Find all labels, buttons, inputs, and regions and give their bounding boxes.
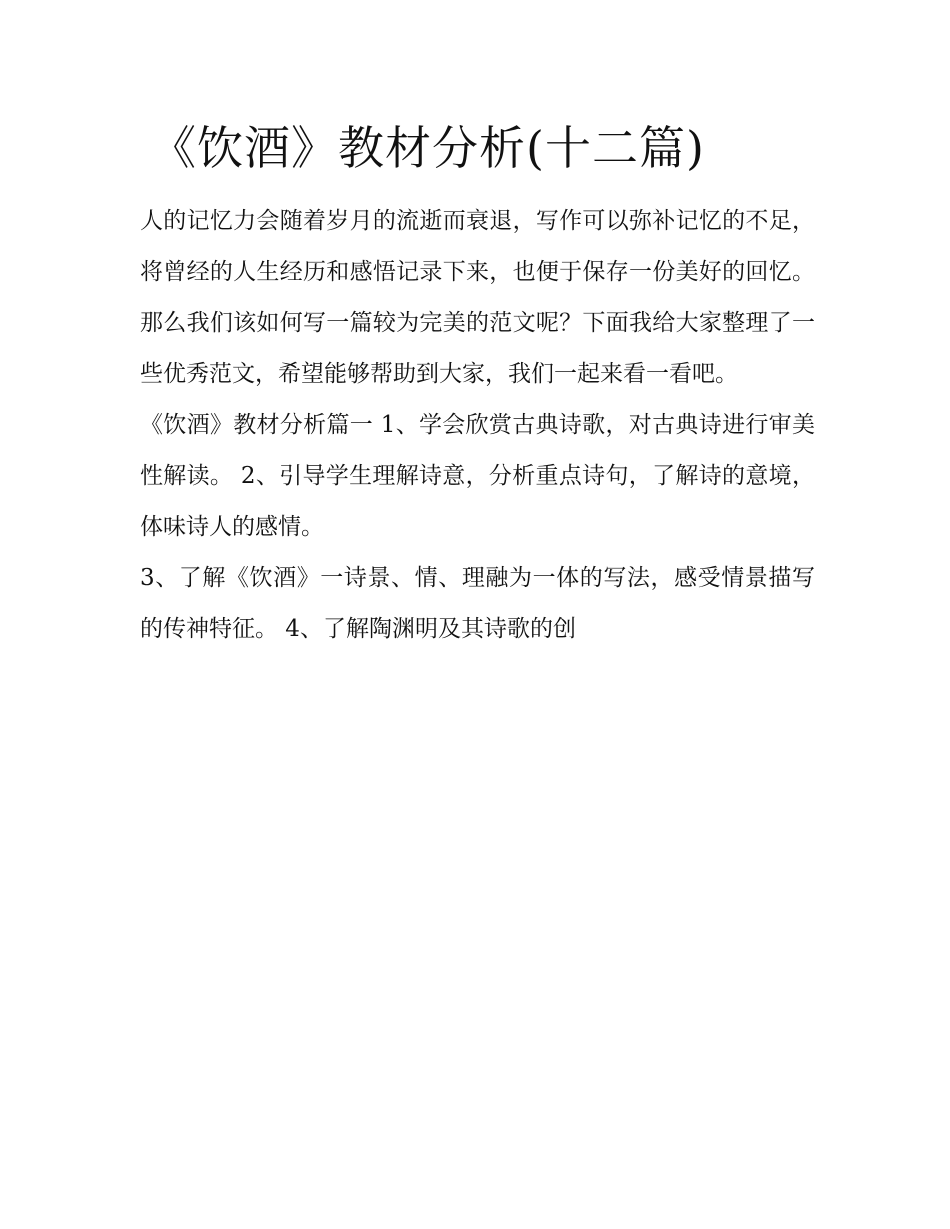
paragraph-intro: 人的记忆力会随着岁月的流逝而衰退，写作可以弥补记忆的不足，将曾经的人生经历和感悟记录下来，也便于保存一份美好的回忆。那么我们该如何写一篇较为完美的范文呢？下面我给大家整理了一些优秀范文，希望能够帮助到大家，我们一起来看一看吧。 [140, 208, 815, 387]
paragraph-section-one: 《饮酒》教材分析篇一 1、学会欣赏古典诗歌，对古典诗进行审美性解读。 2、引导学生理解诗意，分析重点诗句，了解诗的意境，体味诗人的感情。 [140, 412, 815, 540]
document-body [140, 196, 815, 655]
paragraph-section-one-continued: 3、了解《饮酒》一诗景、情、理融为一体的写法，感受情景描写的传神特征。 4、了解陶渊明及其诗歌的创 [140, 565, 815, 642]
document-title: 《饮酒》教材分析(十二篇) [150, 121, 705, 175]
